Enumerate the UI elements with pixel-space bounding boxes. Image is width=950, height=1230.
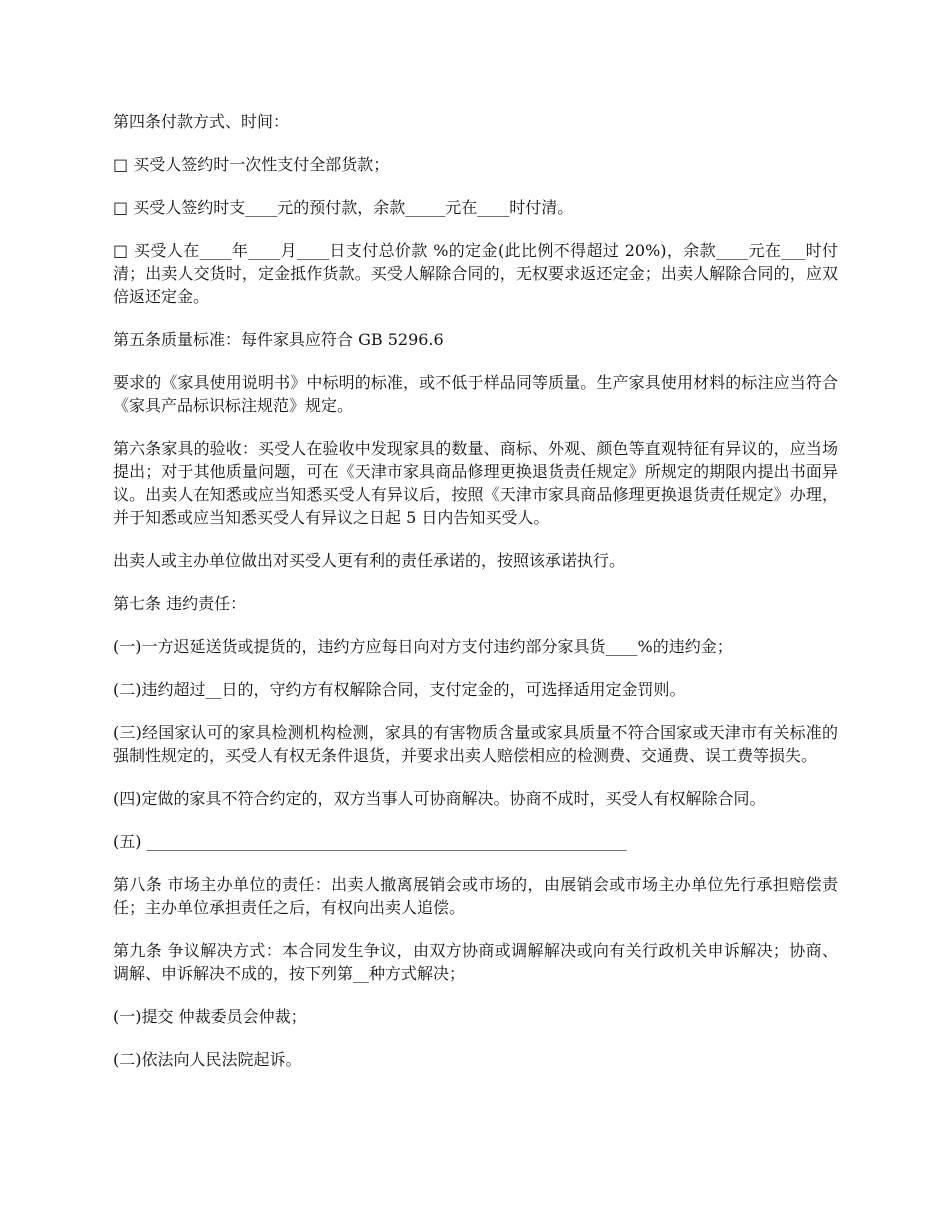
article-5-heading: 第五条质量标准：每件家具应符合 GB 5296.6: [113, 330, 444, 349]
article-6-acceptance: 第六条家具的验收：买受人在验收中发现家具的数量、商标、外观、颜色等直观特征有异议的，应当场提出；对于其他质量问题，可在《天津市家具商品修理更换退货责任规定》所规定的期限内提出书面异议。出卖人在知悉或应当知悉买受人有异议后，按照《天津市家具商品修理更换退货责任规定》办理，并于知悉或应当知悉买受人有异议之日起 5 日内告知买受人。: [113, 439, 838, 527]
payment-option-deposit: □ 买受人在____年____月____日支付总价款 %的定金(此比例不得超过 20%)，余款____元在___时付清；出卖人交货时，定金抵作货款。买受人解除合同的，无权要求返还定金；出卖人解除合同的，应双倍返还定金。: [113, 241, 838, 306]
liability-item-4: (四)定做的家具不符合约定的，双方当事人可协商解决。协商不成时，买受人有权解除合同。: [113, 789, 766, 808]
article-7-heading: 第七条 违约责任：: [113, 594, 247, 613]
dispute-option-arbitration: (一)提交 仲裁委员会仲裁；: [113, 1007, 307, 1026]
seller-commitment-text: 出卖人或主办单位做出对买受人更有利的责任承诺的，按照该承诺执行。: [113, 551, 626, 570]
contract-page: [113, 110, 838, 1091]
article-8-organizer: 第八条 市场主办单位的责任：出卖人撤离展销会或市场的，由展销会或市场主办单位先行承担赔偿责任；主办单位承担责任之后，有权向出卖人追偿。: [113, 875, 838, 917]
article-9-dispute: 第九条 争议解决方式：本合同发生争议，由双方协商或调解解决或向有关行政机关申诉解决；协商、调解、申诉解决不成的，按下列第__种方式解决；: [113, 941, 838, 983]
quality-standard-text: 要求的《家具使用说明书》中标明的标准，或不低于样品同等质量。生产家具使用材料的标注应当符合《家具产品标识标注规范》规定。: [113, 373, 838, 415]
payment-option-prepay: □ 买受人签约时支____元的预付款，余款_____元在____时付清。: [113, 198, 574, 217]
liability-item-1: (一)一方迟延送货或提货的，违约方应每日向对方支付违约部分家具货____%的违约金；: [113, 637, 733, 656]
article-4-heading: 第四条付款方式、时间：: [113, 112, 290, 131]
liability-item-5: (五) ____________________________________________________________: [113, 832, 627, 851]
liability-item-3: (三)经国家认可的家具检测机构检测，家具的有害物质含量或家具质量不符合国家或天津市有关标准的强制性规定的，买受人有权无条件退货，并要求出卖人赔偿相应的检测费、交通费、误工费等损失。: [113, 723, 838, 765]
payment-option-full: □ 买受人签约时一次性支付全部货款；: [113, 155, 390, 174]
dispute-option-court: (二)依法向人民法院起诉。: [113, 1050, 302, 1069]
liability-item-2: (二)违约超过__日的，守约方有权解除合同，支付定金的，可选择适用定金罚则。: [113, 680, 686, 699]
